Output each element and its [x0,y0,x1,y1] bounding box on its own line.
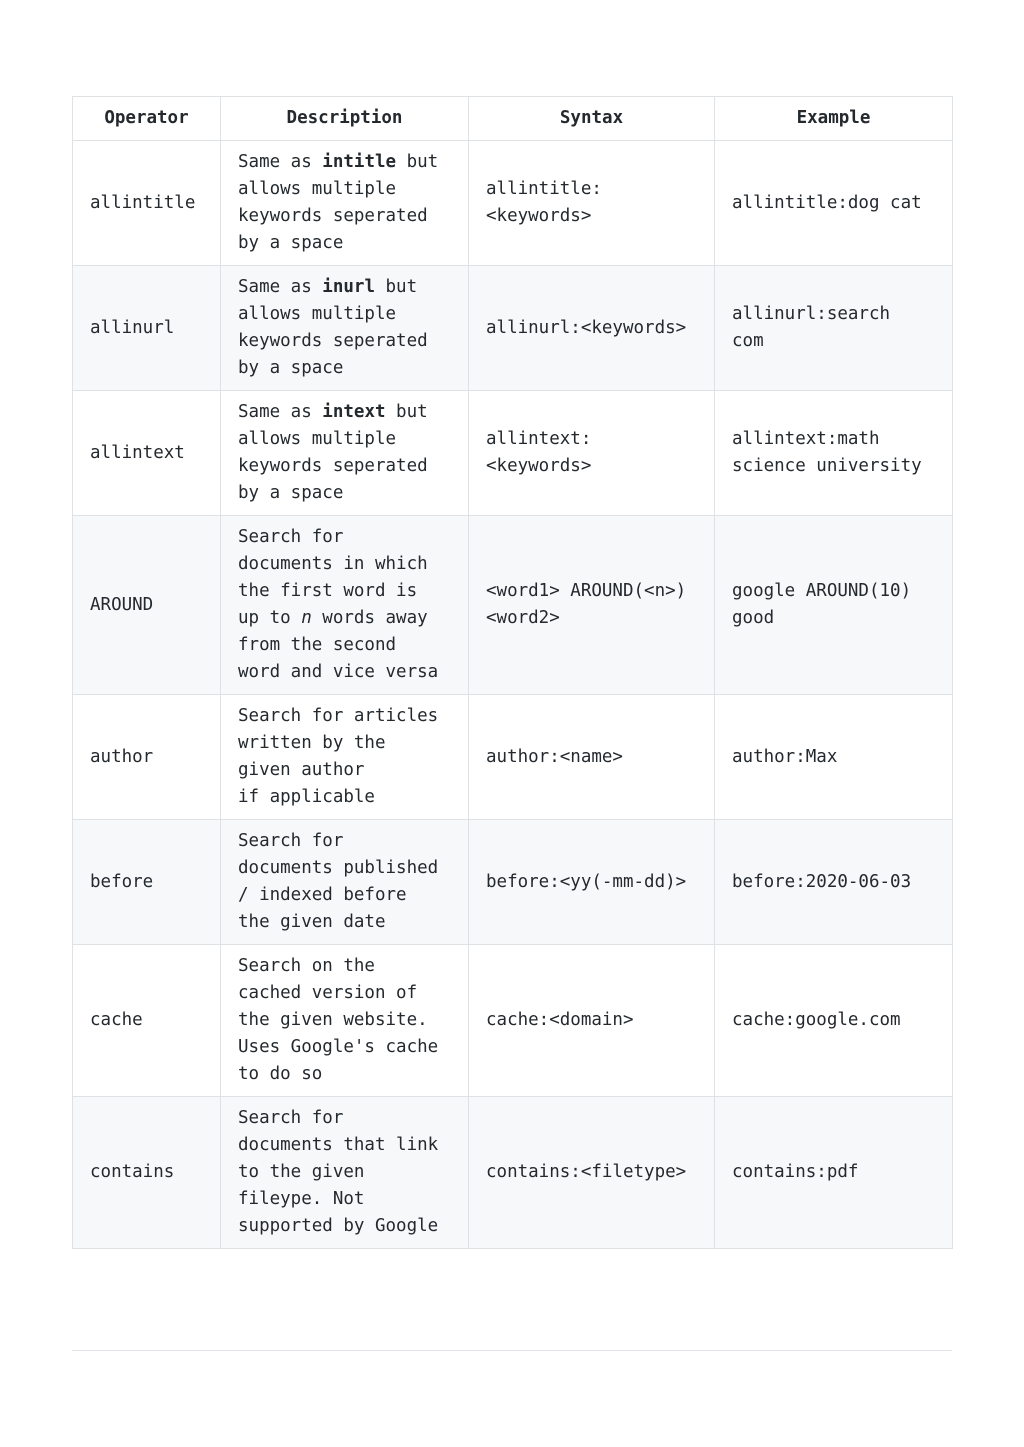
table-row [73,1097,953,1249]
syntax-cell: author:<name> [469,695,715,820]
description-text: Same as [238,402,323,422]
description-cell [221,1097,469,1249]
syntax-cell: cache:<domain> [469,945,715,1097]
operator-cell: before [73,820,221,945]
syntax-cell: before:<yy(-mm-dd)> [469,820,715,945]
table-body [73,141,953,1249]
operator-cell: allinurl [73,266,221,391]
header-example: Example [715,97,953,141]
example-cell: author:Max [715,695,953,820]
variable-emphasis: n [301,608,312,628]
operator-emphasis: inurl [322,277,375,297]
description-cell [221,391,469,516]
syntax-cell: contains:<filetype> [469,1097,715,1249]
description-text: but allows multiple keywords seperated by a space [238,152,439,253]
table-row [73,266,953,391]
operator-cell: cache [73,945,221,1097]
example-cell: allintext:math science university [715,391,953,516]
example-cell: allinurl:search com [715,266,953,391]
description-text: Search on the cached version of the given website. Uses Google's cache to do so [238,956,439,1084]
header-syntax: Syntax [469,97,715,141]
operator-emphasis: intitle [322,152,397,172]
description-cell [221,141,469,266]
table-header [73,97,953,141]
header-operator: Operator [73,97,221,141]
description-text: Same as [238,152,323,172]
description-text: but allows multiple keywords seperated by a space [238,402,428,503]
description-text: Search for documents published / indexed before the given date [238,831,439,932]
table-row [73,141,953,266]
syntax-cell: <word1> AROUND(<n>) <word2> [469,516,715,695]
footer-divider [72,1350,952,1351]
syntax-cell: allinurl:<keywords> [469,266,715,391]
example-cell: google AROUND(10) good [715,516,953,695]
operator-cell: AROUND [73,516,221,695]
operator-emphasis: intext [322,402,386,422]
operator-cell: author [73,695,221,820]
example-cell: contains:pdf [715,1097,953,1249]
description-text: Same as [238,277,323,297]
operator-cell: allintext [73,391,221,516]
example-cell: cache:google.com [715,945,953,1097]
description-cell [221,945,469,1097]
syntax-cell: allintext: <keywords> [469,391,715,516]
description-text: words away from the second word and vice versa [238,608,439,682]
table-row [73,695,953,820]
table-row [73,516,953,695]
description-text: Search for articles written by the given author if applicable [238,706,439,807]
syntax-cell: allintitle: <keywords> [469,141,715,266]
example-cell: allintitle:dog cat [715,141,953,266]
search-operators-table [72,96,953,1249]
description-text: Search for documents that link to the given fileype. Not supported by Google [238,1108,439,1236]
header-row [73,97,953,141]
table-row [73,391,953,516]
operator-cell: contains [73,1097,221,1249]
header-description: Description [221,97,469,141]
example-cell: before:2020-06-03 [715,820,953,945]
description-cell [221,820,469,945]
description-text: but allows multiple keywords seperated by a space [238,277,428,378]
description-cell [221,695,469,820]
operator-cell: allintitle [73,141,221,266]
description-cell [221,266,469,391]
description-text: Search for documents in which the first word is up to [238,527,428,628]
description-cell [221,516,469,695]
table-row [73,945,953,1097]
table-row [73,820,953,945]
